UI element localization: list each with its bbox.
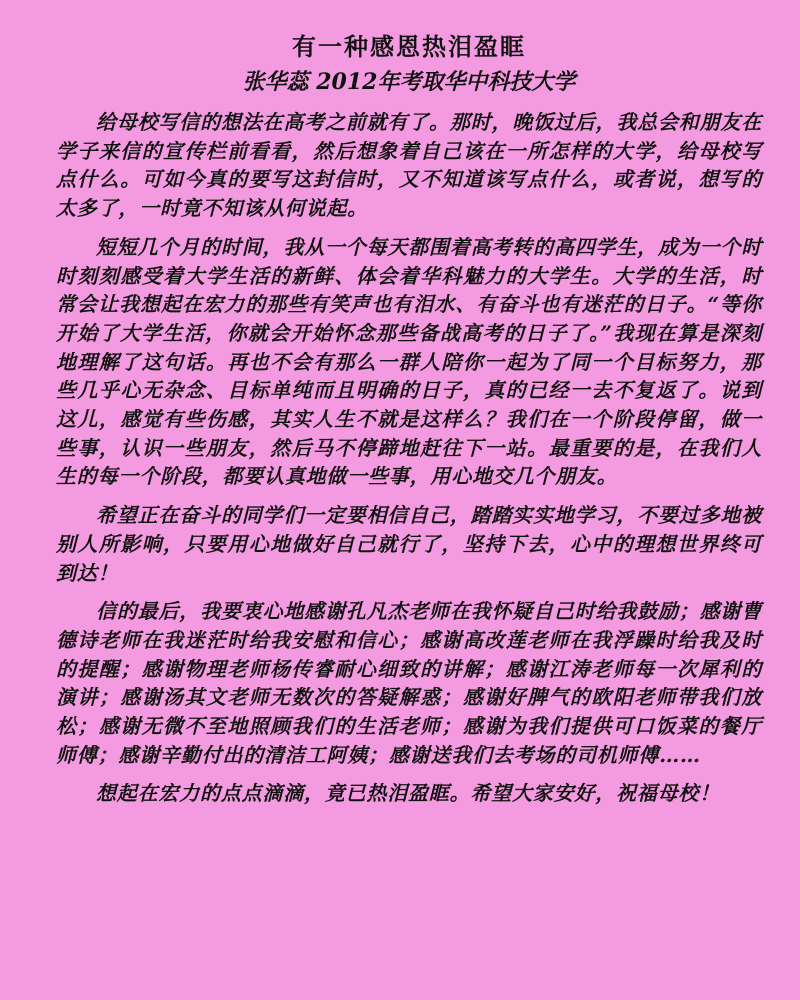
letter-page bbox=[56, 30, 762, 818]
paragraph-3: 希望正在奋斗的同学们一定要相信自己，踏踏实实地学习，不要过多地被别人所影响，只要用心地做好自己就行了，坚持下去，心中的理想世界终可到达！ bbox=[56, 503, 762, 585]
letter-title: 有一种感恩热泪盈眶 bbox=[292, 32, 526, 61]
author-byline: 张华蕊 2012年考取华中科技大学 bbox=[242, 69, 576, 95]
paragraph-4: 信的最后，我要衷心地感谢孔凡杰老师在我怀疑自己时给我鼓励；感谢曹德诗老师在我迷茫时给我安慰和信心；感谢高改莲老师在我浮躁时给我及时的提醒；感谢物理老师杨传睿耐心细致的讲解；感谢江涛老师每一次犀利的演讲；感谢汤其文老师无数次的答疑解惑；感谢好脾气的欧阳老师带我们放松；感谢无微不至地照顾我们的生活老师；感谢为我们提供可口饭菜的餐厅师傅；感谢辛勤付出的清洁工阿姨；感谢送我们去考场的司机师傅…… bbox=[56, 599, 762, 767]
paragraph-5: 想起在宏力的点点滴滴，竟已热泪盈眶。希望大家安好，祝福母校！ bbox=[96, 781, 720, 806]
paragraph-2: 短短几个月的时间，我从一个每天都围着高考转的高四学生，成为一个时时刻刻感受着大学生活的新鲜、体会着华科魅力的大学生。大学的生活，时常会让我想起在宏力的那些有笑声也有泪水、有奋斗也有迷茫的日子。“等你开始了大学生活，你就会开始怀念那些备战高考的日子了。”我现在算是深刻地理解了这句话。再也不会有那么一群人陪你一起为了同一个目标努力，那些几乎心无杂念、目标单纯而且明确的日子，真的已经一去不复返了。说到这儿，感觉有些伤感，其实人生不就是这样么？我们在一个阶段停留，做一些事，认识一些朋友，然后马不停蹄地赶往下一站。最重要的是，在我们人生的每一个阶段，都要认真地做一些事，用心地交几个朋友。 bbox=[56, 234, 762, 489]
paragraph-1: 给母校写信的想法在高考之前就有了。那时，晚饭过后，我总会和朋友在学子来信的宣传栏前看看，然后想象着自己该在一所怎样的大学，给母校写点什么。可如今真的要写这封信时，又不知道该写点什么，或者说，想写的太多了，一时竟不知该从何说起。 bbox=[56, 110, 762, 221]
